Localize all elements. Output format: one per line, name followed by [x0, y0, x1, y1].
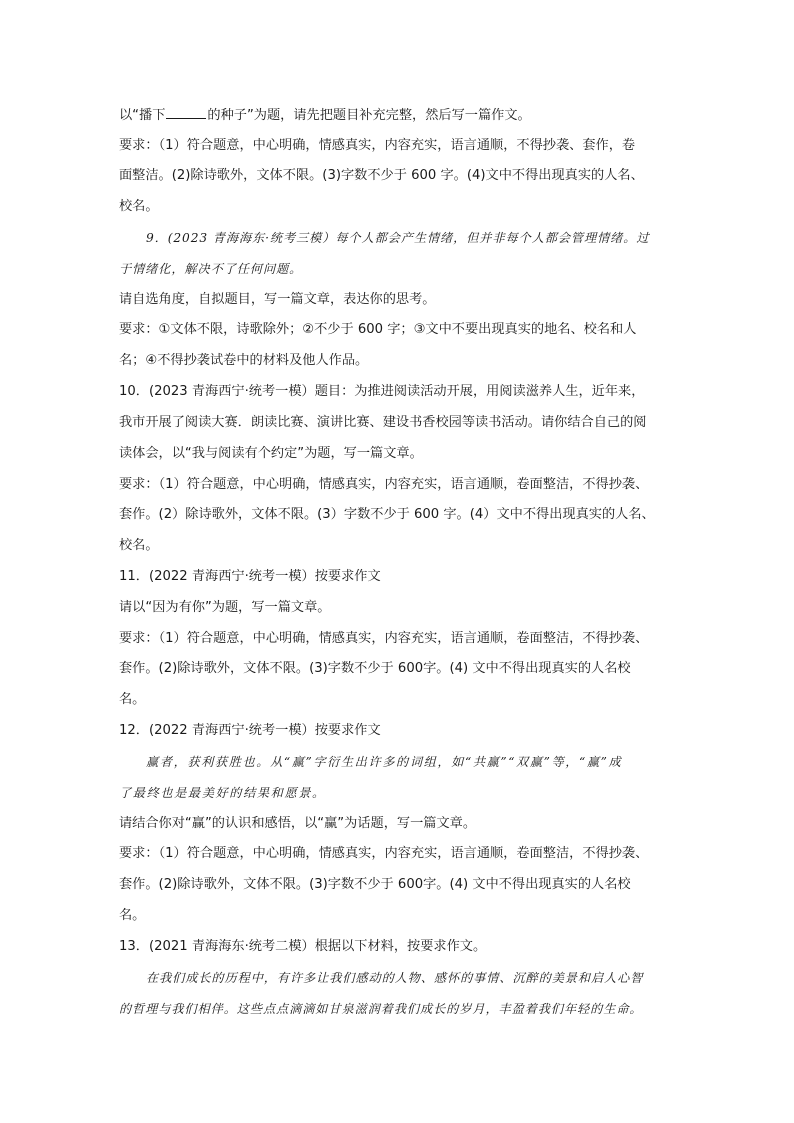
q12-requirements-line: 套作。(2)除诗歌外，文体不限。(3)字数不少于 600字。(4) 文中不得出现真实的人名校 — [119, 877, 631, 892]
q9-requirements-line: 名；④不得抄袭试卷中的材料及他人作品。 — [119, 353, 369, 368]
q8-requirements-line: 校名。 — [119, 199, 159, 214]
q10-header: 10．(2023 青海西宁·统考一模）题目：为推进阅读活动开展，用阅读滋养人生，近年来， — [119, 384, 645, 399]
q10-prompt-line: 我市开展了阅读大赛．朗读比赛、演讲比赛、建设书香校园等读书活动。请你结合自己的阅 — [119, 415, 647, 430]
q8-prompt: 以“播下 的种子”为题，请先把题目补充完整，然后写一篇作文。 — [119, 108, 531, 123]
q10-prompt-line: 读体会，以“我与阅读有个约定”为题，写一篇文章。 — [119, 446, 423, 461]
fill-in-blank — [166, 106, 206, 119]
q12-requirements-line: 名。 — [119, 908, 146, 923]
q11-requirements-line: 套作。(2)除诗歌外，文体不限。(3)字数不少于 600字。(4) 文中不得出现真实的人名校 — [119, 661, 631, 676]
q13-material-line: 的哲理与我们相伴。这些点点滴滴如甘泉滋润着我们成长的岁月，丰盈着我们年轻的生命。 — [119, 1002, 643, 1016]
q9-requirements-line: 要求：①文体不限，诗歌除外；②不少于 600 字；③文中不要出现真实的地名、校名和人 — [119, 322, 637, 337]
q8-requirements-line: 面整洁。(2)除诗歌外，文体不限。(3)字数不少于 600 字。(4)文中不得出现真实的人名、 — [119, 168, 644, 183]
q11-requirements-line: 要求：（1）符合题意，中心明确，情感真实，内容充实，语言通顺，卷面整洁，不得抄袭、 — [119, 631, 649, 646]
q11-requirements-line: 名。 — [119, 692, 146, 707]
q12-material-line: 赢者，获利获胜也。从“赢”字衍生出许多的词组，如“共赢”“双赢”等，“赢”成 — [146, 755, 623, 769]
q12-header: 12．(2022 青海西宁·统考一模）按要求作文 — [119, 723, 381, 738]
q11-header: 11．(2022 青海西宁·统考一模）按要求作文 — [119, 569, 381, 584]
q13-header: 13．(2021 青海海东·统考二模）根据以下材料，按要求作文。 — [119, 939, 487, 954]
q11-prompt: 请以“因为有你”为题，写一篇文章。 — [119, 600, 331, 615]
q9-header-cont: 于情绪化，解决不了任何问题。 — [119, 262, 303, 276]
q12-requirements-line: 要求：（1）符合题意，中心明确，情感真实，内容充实，语言通顺，卷面整洁，不得抄袭、 — [119, 846, 649, 861]
q8-requirements-line: 要求：（1）符合题意，中心明确，情感真实，内容充实，语言通顺，不得抄袭、套作，卷 — [119, 138, 636, 153]
q10-requirements-line: 要求：（1）符合题意，中心明确，情感真实，内容充实，语言通顺，卷面整洁，不得抄袭、 — [119, 477, 649, 492]
q12-prompt: 请结合你对“赢”的认识和感悟，以“赢”为话题，写一篇文章。 — [119, 816, 477, 831]
q13-material-line: 在我们成长的历程中，有许多让我们感动的人物、感怀的事情、沉醉的美景和启人心智 — [146, 971, 644, 985]
q10-requirements-line: 校名。 — [119, 538, 159, 553]
q10-requirements-line: 套作。(2）除诗歌外，文体不限。(3）字数不少于 600 字。(4）文中不得出现真实的人名、 — [119, 507, 655, 522]
q9-prompt: 请自选角度，自拟题目，写一篇文章，表达你的思考。 — [119, 292, 436, 307]
q9-header: 9．(2023 青海海东·统考三模）每个人都会产生情绪，但并非每个人都会管理情绪。过 — [146, 231, 650, 245]
q12-material-line: 了最终也是最美好的结果和愿景。 — [119, 786, 326, 800]
